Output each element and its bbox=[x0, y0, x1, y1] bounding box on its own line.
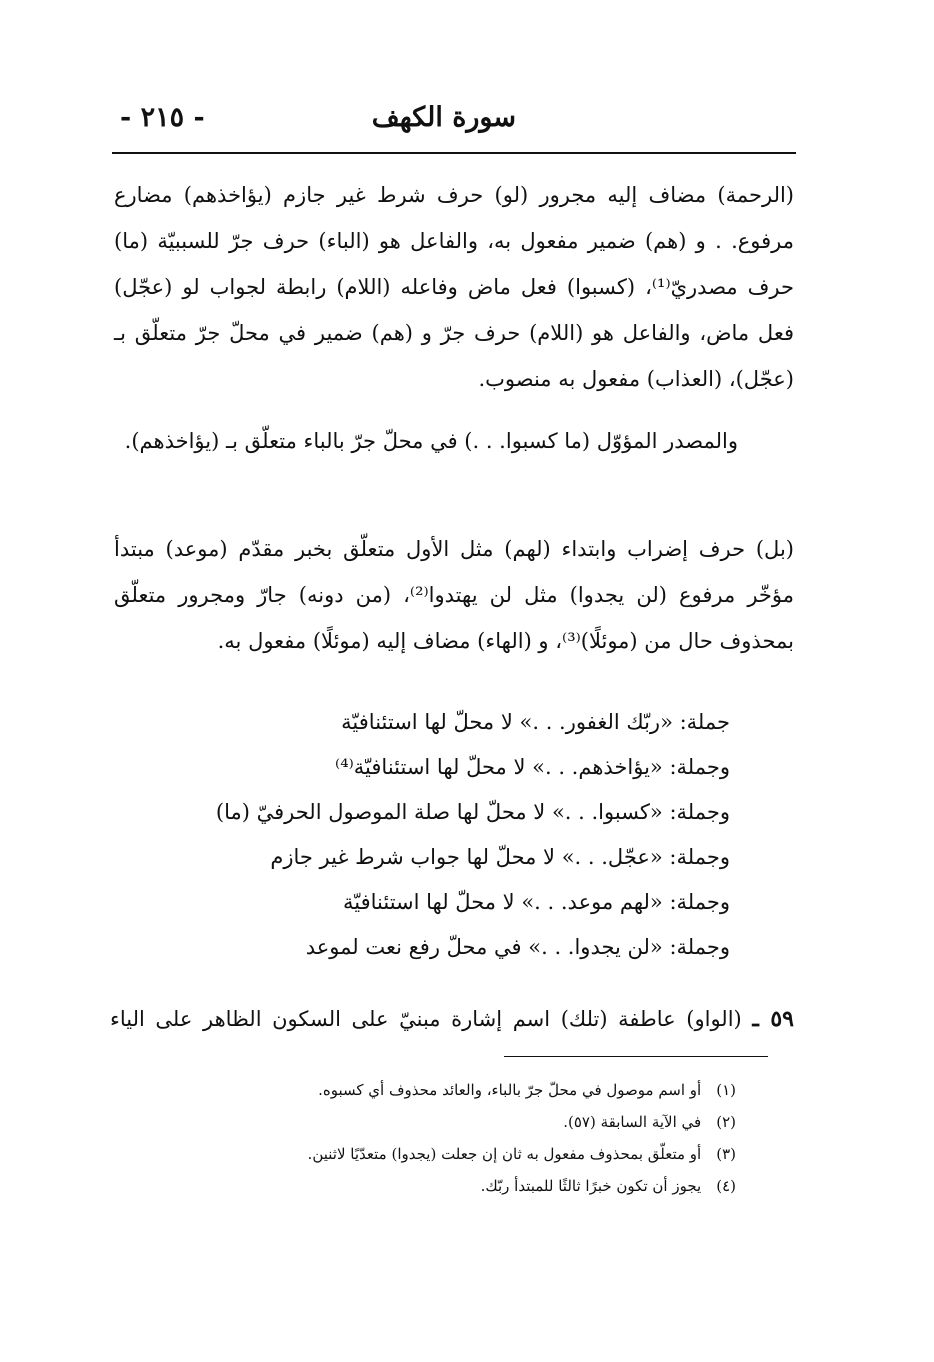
sentence-item: وجملة: «لهم موعد. . .» لا محلّ لها استئنافيّة bbox=[342, 890, 730, 914]
footnote-text: أو متعلّق بمحذوف مفعول به ثان إن جعلت (يجدوا) متعدّيًا لاثنين. bbox=[307, 1145, 702, 1163]
footnote-item bbox=[176, 1074, 736, 1106]
sentence-item: وجملة: «يؤاخذهم. . .» لا محلّ لها استئنافيّة⁽⁴⁾ bbox=[335, 755, 730, 779]
paragraph-irab-3: (بل) حرف إضراب وابتداء (لهم) مثل الأول متعلّق بخبر مقدّم (موعد) مبتدأ مؤخّر مرفوع (لن يجدوا) مثل لن يهتدوا⁽²⁾، (من دونه) جارّ ومجرور متعلّق بمحذوف حال من (موئلًا)⁽³⁾، و (الهاء) مضاف إليه (موئلًا) مفعول به. bbox=[114, 537, 795, 653]
footnote-item bbox=[176, 1170, 736, 1202]
header-rule bbox=[112, 152, 796, 154]
verse-59-text: (الواو) عاطفة (تلك) اسم إشارة مبنيّ على السكون الظاهر على الياء bbox=[110, 1007, 742, 1031]
footnote-text: أو اسم موصول في محلّ جرّ بالباء، والعائد محذوف أي كسبوه. bbox=[318, 1081, 702, 1099]
footnote-item bbox=[176, 1138, 736, 1170]
footnote-item bbox=[176, 1106, 736, 1138]
footnote-number: (١) bbox=[716, 1081, 736, 1099]
footnote-number: (٤) bbox=[716, 1177, 736, 1195]
footnote-number: (٢) bbox=[716, 1113, 736, 1131]
sentence-item: جملة: «ربّك الغفور. . .» لا محلّ لها استئنافيّة bbox=[341, 710, 730, 734]
sentence-item: وجملة: «عجّل. . .» لا محلّ لها جواب شرط غير جازم bbox=[270, 845, 730, 869]
footnote-number: (٣) bbox=[716, 1145, 736, 1163]
sentence-item: وجملة: «لن يجدوا. . .» في محلّ رفع نعت لموعد bbox=[305, 935, 730, 959]
footnote-text: في الآية السابقة (٥٧). bbox=[563, 1113, 702, 1131]
page-header bbox=[112, 96, 798, 146]
footnotes-list bbox=[176, 1074, 736, 1202]
paragraph-irab-1: (الرحمة) مضاف إليه مجرور (لو) حرف شرط غير جازم (يؤاخذهم) مضارع مرفوع. . و (هم) ضمير مفعول به، والفاعل هو (الباء) حرف جرّ للسببيّة (ما) حرف مصدريّ⁽¹⁾، (كسبوا) فعل ماض وفاعله (اللام) رابطة لجواب لو (عجّل) فعل ماض، والفاعل هو (اللام) حرف جرّ و (هم) ضمير في محلّ جرّ متعلّق بـ (عجّل)، (العذاب) مفعول به منصوب. bbox=[114, 183, 794, 391]
sentence-item: وجملة: «كسبوا. . .» لا محلّ لها صلة الموصول الحرفيّ (ما) bbox=[215, 800, 730, 824]
sentence-analysis-list bbox=[170, 700, 730, 970]
paragraph-text: والمصدر المؤوّل (ما كسبوا. . .) في محلّ جرّ بالباء متعلّق بـ (يؤاخذهم). bbox=[124, 429, 738, 453]
footnote-separator bbox=[504, 1056, 768, 1057]
footnote-text: يجوز أن تكون خبرًا ثالثًا للمبتدأ ربّك. bbox=[480, 1177, 702, 1195]
page-number: - ٢١٥ - bbox=[120, 102, 205, 133]
verse-number: ٥٩ ـ bbox=[752, 1006, 794, 1032]
verse-59-paragraph bbox=[110, 996, 794, 1042]
paragraph-irab-2 bbox=[114, 418, 794, 464]
surah-title: سورة الكهف bbox=[371, 102, 516, 133]
